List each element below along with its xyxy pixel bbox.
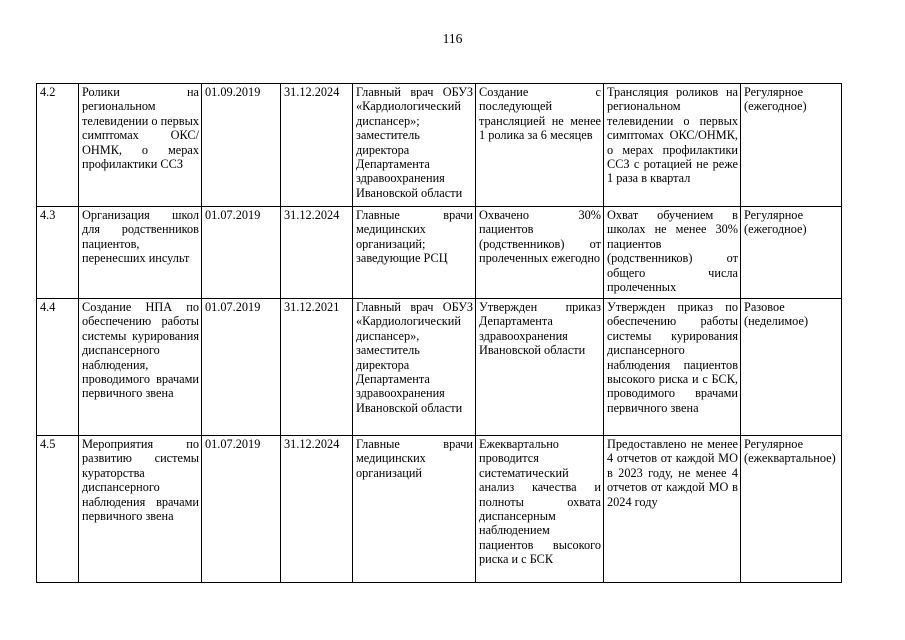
- characteristic-cell: Охвачено 30% пациентов (родственников) от пролеченных ежегодно: [476, 207, 604, 299]
- row-number-cell: 4.5: [37, 436, 79, 583]
- start-date-cell: 01.09.2019: [202, 84, 281, 207]
- table-row: [37, 299, 842, 436]
- row-number-cell: 4.3: [37, 207, 79, 299]
- row-number-cell: 4.4: [37, 299, 79, 436]
- event-cell: Создание НПА по обеспечению работы системы курирования диспансерного наблюдения, проводимого врачами первичного звена: [79, 299, 202, 436]
- responsible-cell: Главный врач ОБУЗ «Кардиологический диспансер»; заместитель директора Департамента здравоохранения Ивановской области: [353, 84, 476, 207]
- start-date-cell: 01.07.2019: [202, 299, 281, 436]
- responsible-cell: Главные врачи медицинских организаций; заведующие РСЦ: [353, 207, 476, 299]
- frequency-cell: Разовое (неделимое): [741, 299, 842, 436]
- responsible-cell: Главный врач ОБУЗ «Кардиологический диспансер», заместитель директора Департамента здравоохранения Ивановской области: [353, 299, 476, 436]
- event-cell: Организация школ для родственников пациентов, перенесших инсульт: [79, 207, 202, 299]
- characteristic-cell: Ежеквартально проводится систематический анализ качества и полноты охвата диспансерным наблюдением пациентов высокого риска и с БСК: [476, 436, 604, 583]
- result-cell: Охват обучением в школах не менее 30% пациентов (родственников) от общего числа пролеченных: [604, 207, 741, 299]
- characteristic-cell: Утвержден приказ Департамента здравоохранения Ивановской области: [476, 299, 604, 436]
- row-number-cell: 4.2: [37, 84, 79, 207]
- end-date-cell: 31.12.2024: [281, 436, 353, 583]
- end-date-cell: 31.12.2024: [281, 84, 353, 207]
- end-date-cell: 31.12.2024: [281, 207, 353, 299]
- table-row: [37, 84, 842, 207]
- frequency-cell: Регулярное (ежеквартальное): [741, 436, 842, 583]
- result-cell: Предоставлено не менее 4 отчетов от каждой МО в 2023 году, не менее 4 отчетов от каждой МО в 2024 году: [604, 436, 741, 583]
- end-date-cell: 31.12.2021: [281, 299, 353, 436]
- result-cell: Трансляция роликов на региональном телевидении о первых симптомах ОКС/ОНМК, о мерах профилактики ССЗ с ротацией не реже 1 раза в квартал: [604, 84, 741, 207]
- frequency-cell: Регулярное (ежегодное): [741, 207, 842, 299]
- result-cell: Утвержден приказ по обеспечению работы системы курирования диспансерного наблюдения пациентов высокого риска и с БСК, проводимого врачами первичного звена: [604, 299, 741, 436]
- table-row: [37, 436, 842, 583]
- event-cell: Мероприятия по развитию системы кураторства диспансерного наблюдения врачами первичного звена: [79, 436, 202, 583]
- page-number: 116: [442, 31, 463, 46]
- plan-table: [36, 83, 842, 583]
- characteristic-cell: Создание с последующей трансляцией не менее 1 ролика за 6 месяцев: [476, 84, 604, 207]
- responsible-cell: Главные врачи медицинских организаций: [353, 436, 476, 583]
- start-date-cell: 01.07.2019: [202, 207, 281, 299]
- table-row: [37, 207, 842, 299]
- start-date-cell: 01.07.2019: [202, 436, 281, 583]
- event-cell: Ролики на региональном телевидении о первых симптомах ОКС/ОНМК, о мерах профилактики ССЗ: [79, 84, 202, 207]
- frequency-cell: Регулярное (ежегодное): [741, 84, 842, 207]
